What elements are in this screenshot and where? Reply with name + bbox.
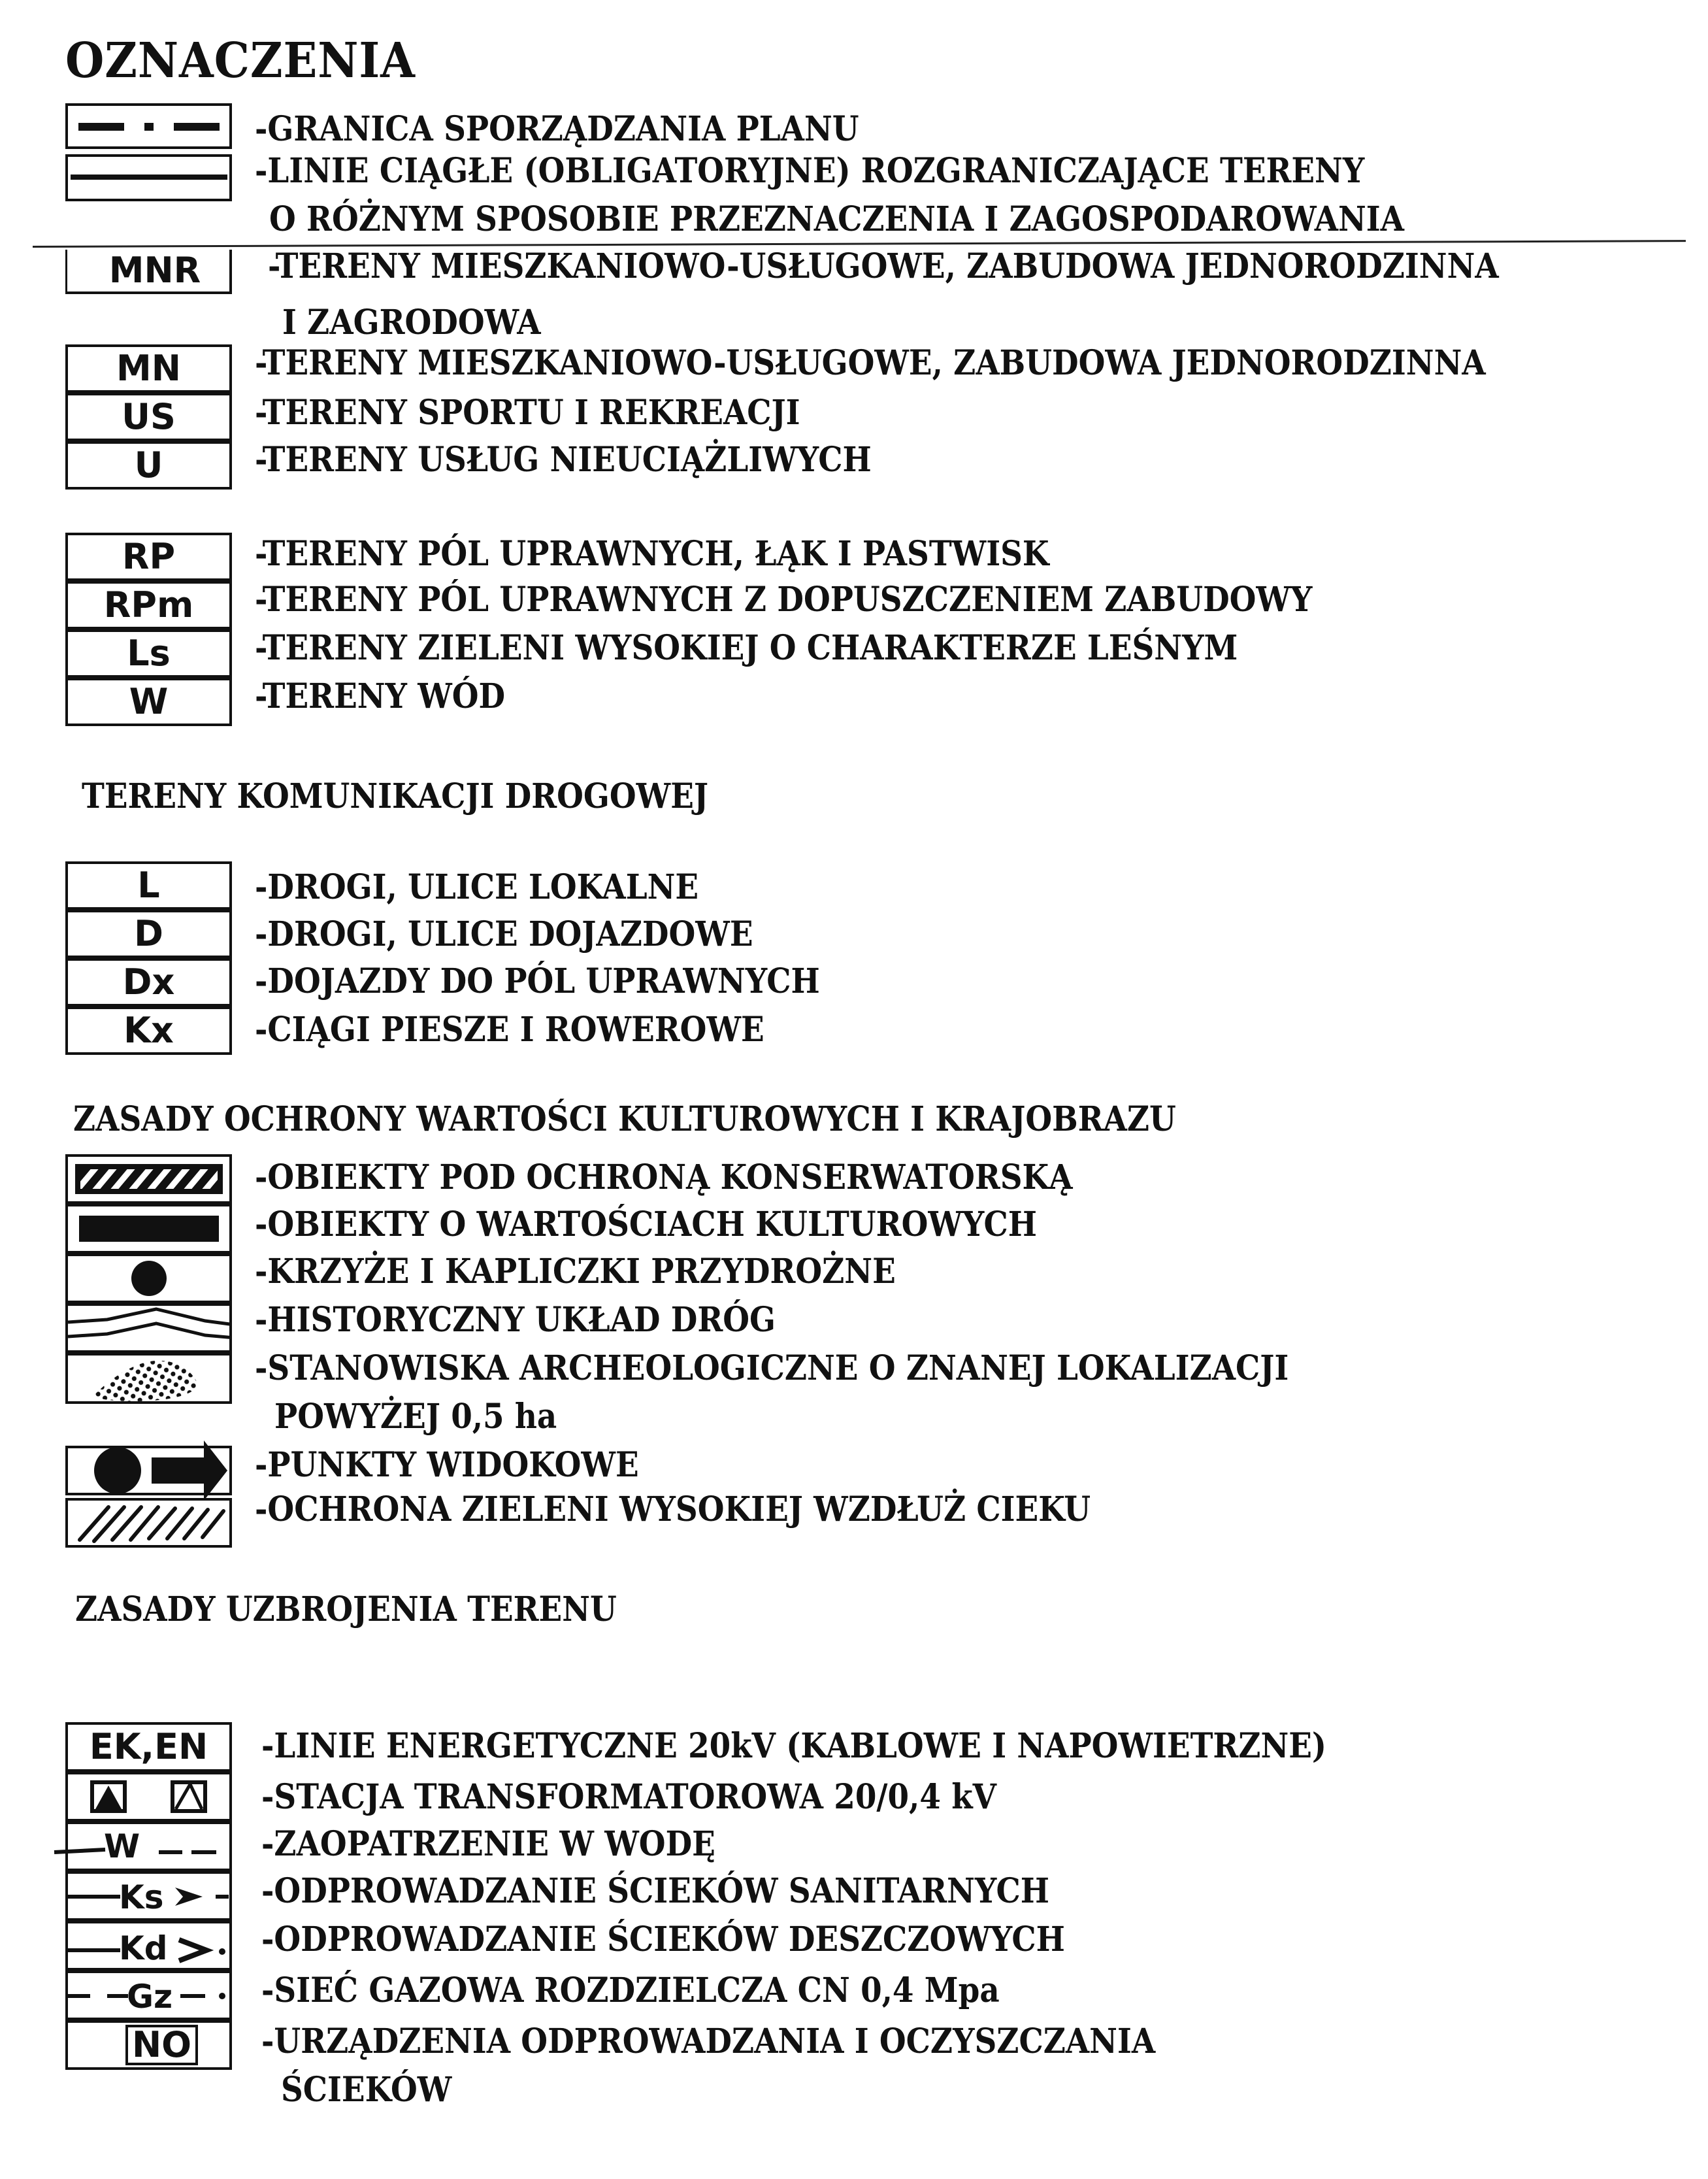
legend-description: -KRZYŻE I KAPLICZKI PRZYDROŻNE [255, 1252, 896, 1291]
cultural-object-symbol [65, 1204, 232, 1254]
zone-code-box [65, 441, 232, 490]
road-code: L [137, 865, 160, 906]
filled-dot-icon [129, 1259, 169, 1298]
road-code-box [65, 910, 232, 958]
legend-description: -TERENY PÓL UPRAWNYCH, ŁĄK I PASTWISK [255, 534, 1049, 574]
utility-code: Ks [119, 1878, 164, 1916]
dotted-area-icon [71, 1356, 227, 1401]
road-code: D [134, 913, 163, 954]
legend-description: -URZĄDZENIA ODPROWADZANIA I OCZYSZCZANIA [261, 2021, 1156, 2061]
solid-line-symbol [65, 154, 232, 201]
legend-description: -ODPROWADZANIE ŚCIEKÓW DESZCZOWYCH [261, 1920, 1065, 1959]
zone-code: RP [122, 536, 176, 577]
zone-code: MNR [108, 250, 201, 291]
historic-road-lines-icon [68, 1305, 229, 1351]
road-code-box [65, 958, 232, 1006]
hatched-bar-icon [74, 1163, 224, 1195]
utility-code: NO [125, 2025, 198, 2065]
legend-description: -LINIE CIĄGŁE (OBLIGATORYJNE) ROZGRANICZAJĄCE TERENY [255, 151, 1365, 191]
zone-code: RPm [103, 584, 194, 625]
zone-code-box [65, 250, 232, 294]
legend-description: -OBIEKTY POD OCHRONĄ KONSERWATORSKĄ [255, 1157, 1073, 1197]
dash-dot-line-icon [71, 107, 227, 146]
legend-description: -PUNKTY WIDOKOWE [255, 1445, 639, 1485]
gas-network-symbol [65, 1971, 232, 2020]
water-line-icon [54, 1823, 231, 1869]
legend-description: -CIĄGI PIESZE I ROWEROWE [255, 1010, 764, 1050]
transformer-filled-icon [90, 1780, 127, 1813]
section-heading-utilities: ZASADY UZBROJENIA TERENU [75, 1589, 617, 1629]
zone-code-box [65, 581, 232, 629]
legend-description-continued: I ZAGRODOWA [282, 303, 541, 342]
zone-code-box [65, 533, 232, 581]
utility-code: Kd [119, 1929, 168, 1967]
legend-description: -TERENY SPORTU I REKREACJI [255, 393, 800, 433]
road-code-box [65, 861, 232, 910]
legend-description: -DROGI, ULICE LOKALNE [255, 867, 699, 907]
storm-sewer-line-icon [68, 1923, 229, 1969]
legend-description: -ODPROWADZANIE ŚCIEKÓW SANITARNYCH [261, 1871, 1049, 1911]
legend-description: -ZAOPATRZENIE W WODĘ [261, 1824, 715, 1864]
zone-code-box [65, 393, 232, 441]
zone-code: US [122, 396, 176, 437]
utility-code: EK,EN [89, 1726, 208, 1767]
wayside-shrine-symbol [65, 1254, 232, 1303]
legend-description: -SIEĆ GAZOWA ROZDZIELCZA CN 0,4 Mpa [261, 1971, 1000, 2010]
legend-description: -DROGI, ULICE DOJAZDOWE [255, 914, 753, 954]
solid-divider-icon [71, 157, 227, 199]
legend-description: -GRANICA SPORZĄDZANIA PLANU [255, 109, 859, 149]
sanitary-sewer-line-icon [68, 1873, 229, 1919]
legend-description: -TERENY WÓD [255, 676, 506, 716]
legend-title: OZNACZENIA [65, 33, 416, 89]
road-code-box [65, 1006, 232, 1055]
legend-description: -STACJA TRANSFORMATOROWA 20/0,4 kV [261, 1777, 996, 1817]
legend-description-continued: O RÓŻNYM SPOSOBIE PRZEZNACZENIA I ZAGOSPODAROWANIA [269, 199, 1404, 239]
zone-code: W [129, 681, 169, 722]
zone-code: MN [116, 348, 181, 389]
gas-line-icon [68, 1972, 229, 2018]
legend-description: -OCHRONA ZIELENI WYSOKIEJ WZDŁUŻ CIEKU [255, 1489, 1091, 1529]
solid-bar-icon [74, 1214, 224, 1243]
archaeological-site-symbol [65, 1353, 232, 1404]
historic-road-symbol [65, 1303, 232, 1353]
utility-code-box [65, 1722, 232, 1772]
plan-boundary-symbol [65, 103, 232, 149]
legend-description: -TERENY USŁUG NIEUCIĄŻLIWYCH [255, 440, 872, 480]
zone-code-box [65, 678, 232, 726]
sanitary-sewer-symbol [65, 1871, 232, 1921]
section-heading-culture: ZASADY OCHRONY WARTOŚCI KULTUROWYCH I KRAJOBRAZU [73, 1099, 1176, 1139]
riparian-green-symbol [65, 1498, 232, 1548]
legend-description-continued: POWYŻEJ 0,5 ha [274, 1397, 557, 1437]
protected-object-symbol [65, 1154, 232, 1204]
road-code: Kx [123, 1010, 174, 1051]
zone-code: U [134, 444, 163, 486]
legend-description: -OBIEKTY O WARTOŚCIACH KULTUROWYCH [255, 1205, 1037, 1244]
transformer-station-symbol [65, 1772, 232, 1821]
legend-description: -TERENY MIESZKANIOWO-USŁUGOWE, ZABUDOWA JEDNORODZINNA [255, 343, 1486, 383]
zone-code: Ls [127, 633, 171, 674]
legend-description: -TERENY ZIELENI WYSOKIEJ O CHARAKTERZE LEŚNYM [255, 628, 1238, 668]
legend-description: -LINIE ENERGETYCZNE 20kV (KABLOWE I NAPOWIETRZNE) [261, 1726, 1327, 1766]
diagonal-strokes-icon [71, 1502, 227, 1544]
legend-description: -TERENY PÓL UPRAWNYCH Z DOPUSZCZENIEM ZABUDOWY [255, 580, 1313, 620]
utility-code: W [103, 1827, 140, 1865]
legend-description: -HISTORYCZNY UKŁAD DRÓG [255, 1300, 776, 1340]
zone-code-box [65, 629, 232, 678]
legend-description: -TERENY MIESZKANIOWO-USŁUGOWE, ZABUDOWA JEDNORODZINNA [268, 246, 1499, 286]
transformer-outline-icon [171, 1780, 207, 1813]
viewpoint-symbol [65, 1446, 232, 1495]
utility-code: Gz [127, 1978, 173, 2016]
dot-arrow-icon [64, 1438, 234, 1503]
legend-description: -STANOWISKA ARCHEOLOGICZNE O ZNANEJ LOKALIZACJI [255, 1348, 1289, 1388]
legend-description-continued: ŚCIEKÓW [281, 2070, 452, 2110]
road-code: Dx [122, 961, 175, 1003]
zone-code-box [65, 344, 232, 393]
section-heading-roads: TERENY KOMUNIKACJI DROGOWEJ [82, 776, 709, 816]
storm-sewer-symbol [65, 1921, 232, 1971]
sewage-treatment-symbol [65, 2020, 232, 2070]
legend-description: -DOJAZDY DO PÓL UPRAWNYCH [255, 961, 820, 1001]
water-supply-symbol [65, 1821, 232, 1871]
